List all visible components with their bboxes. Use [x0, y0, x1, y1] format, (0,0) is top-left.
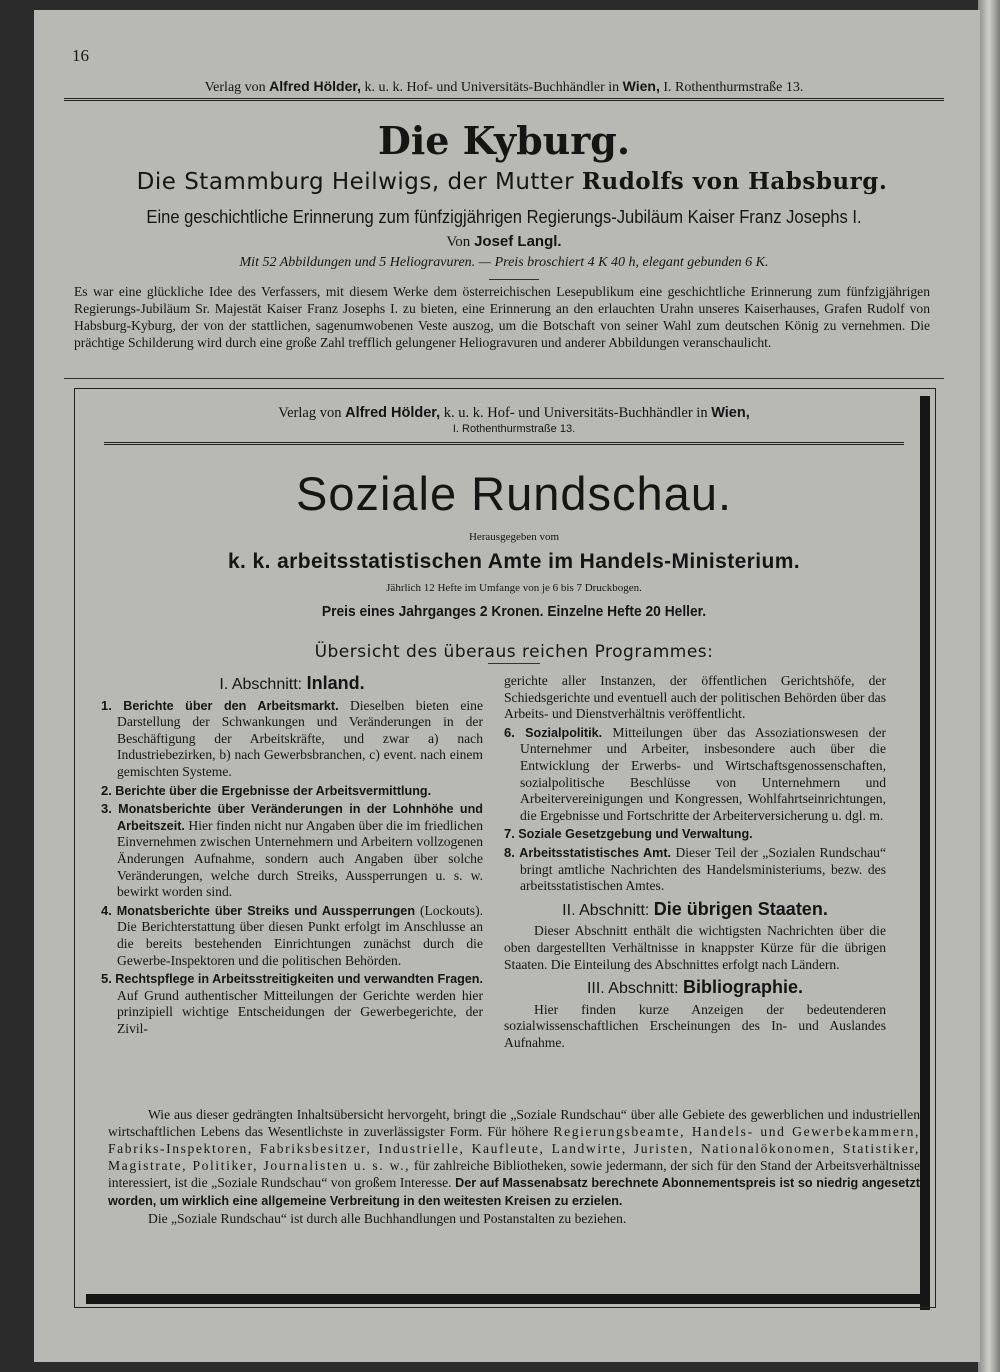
- kyburg-line3: Eine geschichtliche Erinnerung zum fünfzigjährigen Regierungs-Jubiläum Kaiser Franz Josephs I.: [146, 207, 862, 227]
- item-head: Soziale Gesetzgebung und Verwaltung.: [518, 827, 753, 842]
- list-item: [504, 725, 886, 825]
- item-text: Dieser Teil der „Sozialen Rundschau“ bringt amtliche Nachrichten des Handelsministeriums, bezw. des arbeitsstatistischen Amtes.: [520, 844, 886, 894]
- item-head: Berichte über den Arbeitsmarkt.: [123, 698, 339, 713]
- rundschau-amt: k. k. arbeitsstatistischen Amte im Handels-Ministerium.: [227, 550, 801, 573]
- kyburg-author: [74, 233, 934, 251]
- rs-pub-middle: k. u. k. Hof- und Universitäts-Buchhändler in: [443, 405, 708, 421]
- list-item: [101, 783, 483, 800]
- rundschau-double-rule: [104, 442, 904, 445]
- item-text: (Lockouts). Die Berichterstattung über diesen Punkt erfolgt im Anschlusse an die bereits bestehenden Einrichtungen zunächst durch die Gewerbe-Inspektoren und die politischen Behörden.: [117, 902, 483, 968]
- section3-name: Bibliographie.: [683, 977, 804, 998]
- closing-main: [108, 1106, 920, 1210]
- section1-heading: [101, 675, 483, 694]
- overview-rule: [488, 663, 540, 664]
- author-name: Josef Langl.: [474, 233, 562, 250]
- item-text: Dieselben bieten eine Darstellung der Schwankungen und Veränderungen in der Beschäftigung der Arbeitskräfte, und zwar a) nach Industriebezirken, b) nach Gewerbsbranchen, c) event. nach einem gemischten Systeme.: [117, 697, 483, 779]
- kyburg-title: Die Kyburg.: [377, 118, 631, 163]
- publisher-name: Alfred Hölder,: [269, 78, 361, 94]
- item-number: 8.: [504, 844, 515, 860]
- rundschau-address: I. Rothenthurmstraße 13.: [452, 423, 576, 435]
- column-right: [504, 673, 886, 1051]
- item-head: Rechtspflege in Arbeitsstreitigkeiten und verwandten Fragen.: [115, 972, 483, 987]
- section1-name: Inland.: [306, 673, 365, 693]
- section2-text: Dieser Abschnitt enthält die wichtigsten Nachrichten über die oben dargestellten Verhältnisse in knappster Kürze für die übrigen Staaten. Die Einteilung des Abschnittes erfolgt nach Ländern.: [504, 923, 886, 972]
- author-prefix: Von: [446, 234, 471, 250]
- item-head: Sozialpolitik.: [525, 725, 603, 740]
- closing-bold: Der auf Massenabsatz berechnete Abonnementspreis ist so niedrig angesetzt worden, um wirklich eine allgemeine Verbreitung in den weitesten Kreisen zu erzielen.: [108, 1176, 920, 1208]
- closing-spaced: Regierungsbeamte, Handels- und Gewerbekammern, Fabriks-Inspektoren, Fabriksbesitzer, Industrielle, Kaufleute, Landwirte, Juristen, Nationalökonomen, Statistiker, Magistrate, Politiker, Journalisten u. s. w.,: [108, 1124, 920, 1173]
- kyburg-paragraph: Es war eine glückliche Idee des Verfassers, mit diesem Werke dem österreichischen Lesepublikum eine geschichtliche Erinnerung zum fünfzigjährigen Regierungs-Jubiläum Sr. Majestät Kaiser Franz Josephs I. zu bieten, eine Erinnerung an den erlauchten Urahn unseres Kaiserhauses, Grafen Rudolf von Habsburg-Kyburg, der von der stattlichen, sagenumwobenen Veste auszog, um die Botschaft von seiner Wahl zum deutschen König zu vernehmen. Die prächtige Schilderung wird durch eine große Zahl trefflich gelungener Heliogravuren und anderer Abbildungen veranschaulicht.: [74, 284, 930, 350]
- right-continuation: gerichte aller Instanzen, der öffentlichen Gerichtshöfe, der Schiedsgerichte und eventuell auch der politischen Behörden über das Arbeits- und Dienstverhältnis veröffentlicht.: [504, 673, 886, 722]
- list-item: [101, 903, 483, 969]
- kyburg-subtitle-bold: Rudolfs von Habsburg.: [581, 168, 888, 195]
- rs-pub-city: Wien,: [711, 405, 750, 421]
- kyburg-subtitle: [72, 168, 952, 195]
- item-text: Mitteilungen über das Assoziationswesen der Unternehmer und Arbeiter, insbesondere auch über die Entwicklung der Erwerbs- und Wirtschaftsgenossenschaften, sozialpolitische Beschlüsse von Unternehmern und Arbeitervereinigungen und Kongressen, Wohlfahrtseinrichtungen, die Ergebnisse und Fortschritte der Arbeiterversicherung u. dgl. m.: [520, 724, 887, 823]
- item-head: Monatsberichte über Veränderungen in der Lohnhöhe und Arbeitszeit.: [117, 802, 483, 833]
- rs-pub-prefix: Verlag von: [278, 405, 342, 421]
- publisher-city: Wien,: [622, 78, 660, 94]
- item-number: 1.: [101, 697, 112, 713]
- item-number: 4.: [101, 902, 112, 918]
- list-item: [101, 971, 483, 1037]
- section2-label: II. Abschnitt:: [562, 901, 650, 919]
- page: [34, 10, 980, 1362]
- item-number: 6.: [504, 724, 515, 740]
- publisher-prefix: Verlag von: [204, 80, 266, 95]
- rundschau-title: Soziale Rundschau.: [295, 467, 733, 520]
- publisher-line-top: [74, 78, 934, 96]
- top-double-rule: [64, 98, 944, 101]
- closing-paragraph: [108, 1106, 920, 1227]
- section2-heading: [504, 898, 886, 920]
- item-head: Berichte über die Ergebnisse der Arbeitsvermittlung.: [115, 783, 432, 798]
- item-text: Hier finden nicht nur Angaben über die im friedlichen Einvernehmen zwischen Unternehmern und Arbeitern vollzogenen Änderungen Aufnahme, sondern auch Angaben über solche Veränderungen, welche durch Streiks, Aussperrungen u. s. w. bewirkt worden sind.: [117, 817, 483, 900]
- section3-heading: [504, 979, 886, 998]
- kyburg-short-rule: [489, 279, 539, 280]
- item-number: 2.: [101, 782, 112, 798]
- section2-name: Die übrigen Staaten.: [653, 898, 828, 919]
- kyburg-bottom-rule: [64, 378, 944, 379]
- item-head: Arbeitsstatistisches Amt.: [519, 845, 672, 860]
- item-number: 7.: [504, 826, 515, 842]
- rundschau-overview: Übersicht des überaus reichen Programmes:: [314, 642, 714, 662]
- book-spine: [978, 0, 1000, 1372]
- rundschau-herausgegeben: Herausgegeben vom: [468, 531, 560, 543]
- item-number: 5.: [101, 971, 112, 987]
- list-item: [504, 826, 886, 843]
- publisher-middle: k. u. k. Hof- und Universitäts-Buchhändler in: [364, 80, 620, 95]
- publisher-address: I. Rothenthurmstraße 13.: [663, 80, 804, 95]
- page-number: 16: [72, 46, 89, 65]
- rundschau-yearly: Jährlich 12 Hefte im Umfange von je 6 bis 7 Druckbogen.: [386, 582, 642, 594]
- kyburg-meta: Mit 52 Abbildungen und 5 Heliogravuren. — Preis broschiert 4 K 40 h, elegant gebunden 6 K.: [239, 255, 769, 270]
- list-item: [101, 801, 483, 901]
- list-item: [504, 845, 886, 895]
- list-item: [101, 698, 483, 781]
- section1-label: I. Abschnitt:: [219, 676, 303, 693]
- column-left: [101, 673, 483, 1039]
- kyburg-subtitle-pre: Die Stammburg Heilwigs, der Mutter: [136, 169, 575, 195]
- closing-last: Die „Soziale Rundschau“ ist durch alle Buchhandlungen und Postanstalten zu beziehen.: [148, 1211, 627, 1226]
- closing-a: Wie aus dieser gedrängten Inhaltsübersicht hervorgeht, bringt die „Soziale Rundschau“ über alle Gebiete des gewerblichen und industriellen wirtschaftlichen Lebens das Wesentlichste in zuverlässigster Form. Für höhere: [108, 1107, 920, 1139]
- item-text: Auf Grund authentischer Mitteilungen der Gerichte werden hier prinzipiell wichtige Entscheidungen der Gewerbegerichte, der Zivil-: [117, 987, 483, 1036]
- closing-b: für zahlreiche Bibliotheken, sowie jedermann, der sich für den Stand der Arbeitsverhältnisse interessiert, ist die „Soziale Rundschau“ von großem Interesse.: [108, 1158, 920, 1190]
- rundschau-publisher: [134, 405, 894, 422]
- item-number: 3.: [101, 801, 112, 817]
- rs-pub-name: Alfred Hölder,: [345, 405, 441, 421]
- rundschau-price: Preis eines Jahrganges 2 Kronen. Einzelne Hefte 20 Heller.: [321, 603, 707, 620]
- section3-label: III. Abschnitt:: [586, 980, 679, 998]
- section3-text: Hier finden kurze Anzeigen der bedeutenderen sozialwissenschaftlichen Erscheinungen des In- und Auslandes Aufnahme.: [504, 1001, 886, 1050]
- item-head: Monatsberichte über Streiks und Aussperrungen: [116, 903, 416, 918]
